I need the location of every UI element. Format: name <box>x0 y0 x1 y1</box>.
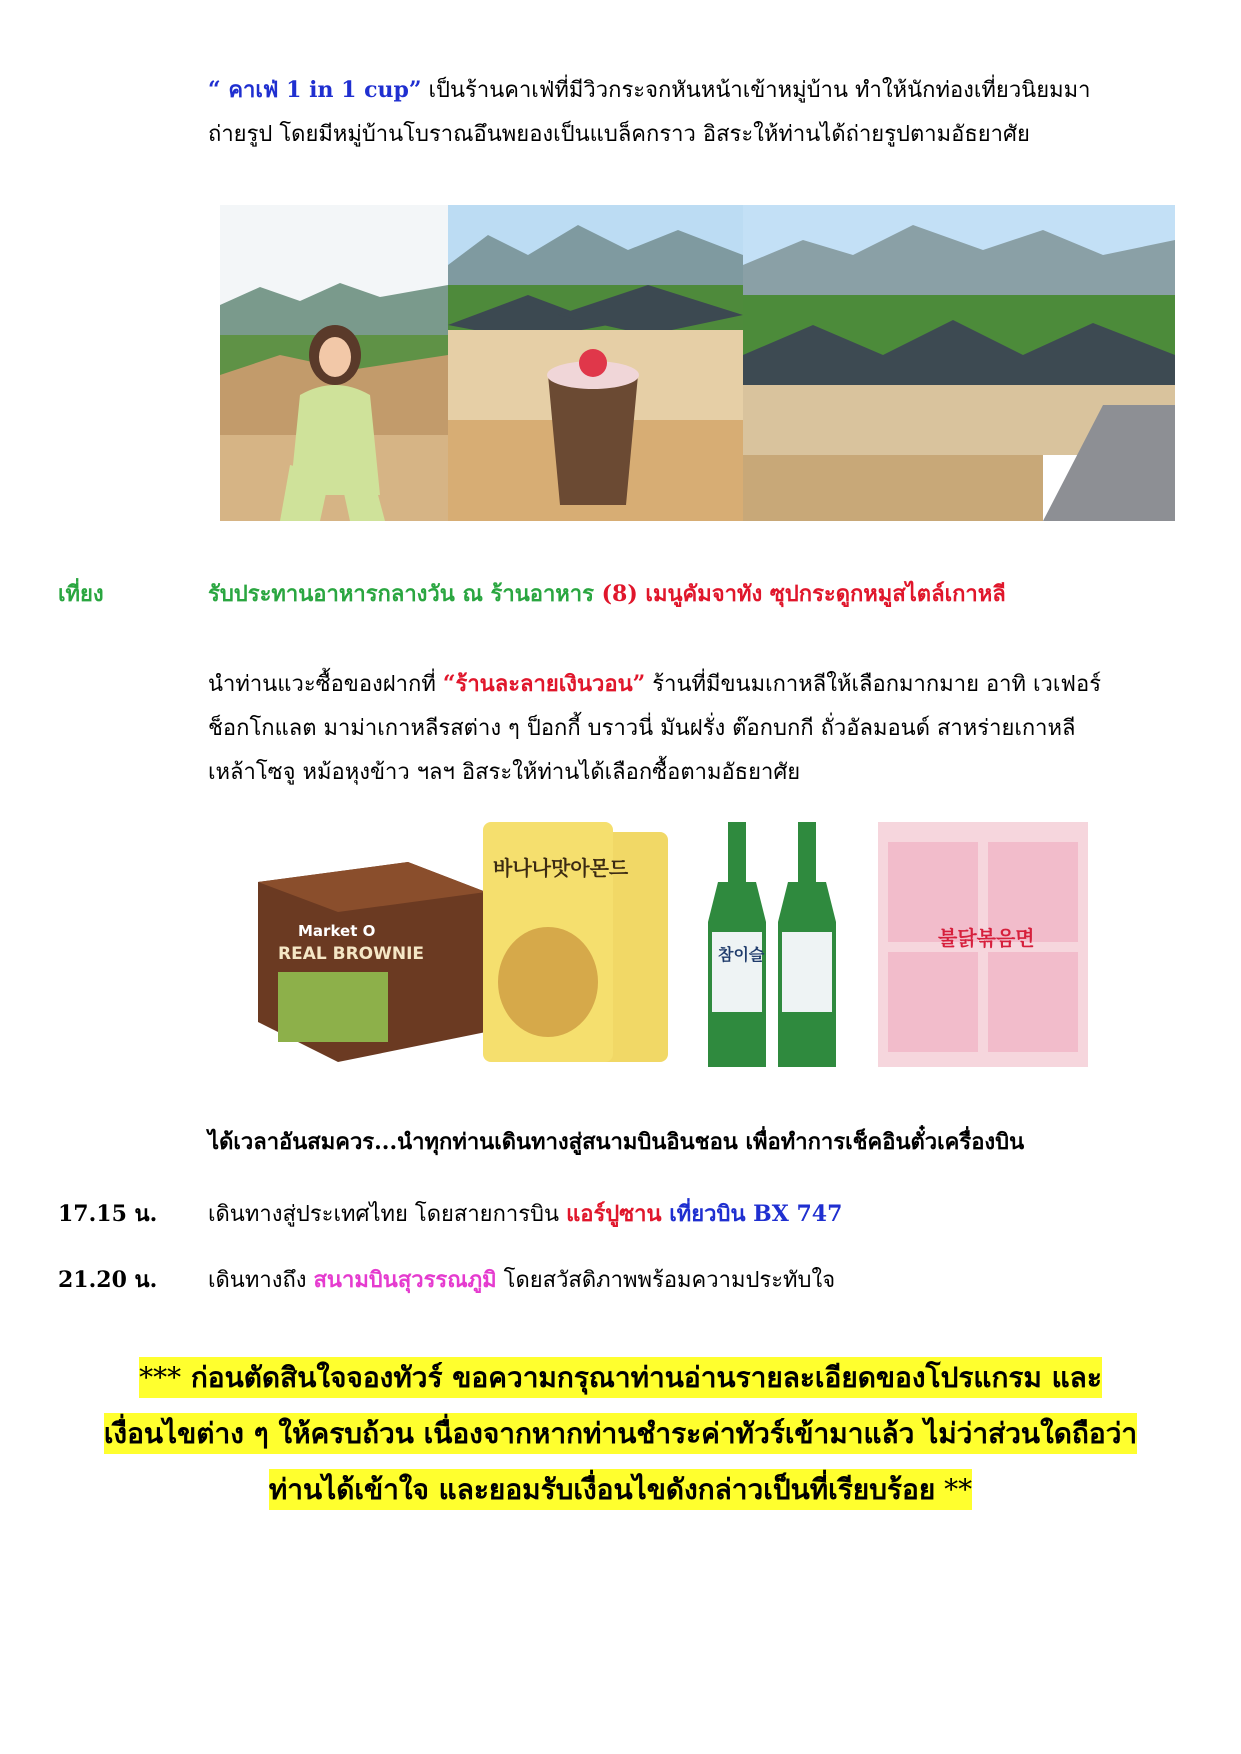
booking-notice <box>0 1350 1241 1518</box>
brownie-box <box>258 822 486 1067</box>
soju-bottles <box>708 822 848 1067</box>
shop-line2: ช็อกโกแลต มาม่าเกาหลีรสต่าง ๆ ป็อกกี้ บราวนี่ มันฝรั่ง ต๊อกบกกี ถั่วอัลมอนด์ สาหร่ายเกาหลี <box>208 716 1076 741</box>
shop-name: “ร้านละลายเงินวอน” <box>442 671 646 697</box>
schedule-text-1: เดินทางสู่ประเทศไทย โดยสายการบิน <box>208 1202 567 1227</box>
notice-line1: *** ก่อนตัดสินใจจองทัวร์ ขอความกรุณาท่านอ่านรายละเอียดของโปรแกรม และ <box>139 1357 1102 1398</box>
cafe-photo-village <box>743 205 1175 521</box>
notice-line3: ท่านได้เข้าใจ และยอมรับเงื่อนไขดังกล่าวเป็นที่เรียบร้อย ** <box>269 1469 972 1510</box>
lunch-label: เที่ยง <box>58 581 104 607</box>
airline-name: แอร์ปูซาน <box>566 1201 662 1227</box>
schedule-time-1: 17.15 น. <box>58 1201 158 1227</box>
lunch-row <box>208 576 1006 611</box>
notice-stars-start: *** <box>139 1361 182 1394</box>
almond-label: 바나나맛아몬드 <box>493 856 629 880</box>
schedule-text-2: เดินทางถึง <box>208 1268 314 1293</box>
schedule-rest-2: โดยสวัสดิภาพพร้อมความประทับใจ <box>496 1268 836 1293</box>
schedule-time-2: 21.20 น. <box>58 1267 158 1293</box>
cafe-description <box>208 68 1188 157</box>
flight-number: เที่ยวบิน BX 747 <box>661 1201 843 1227</box>
brownie-brand: Market O <box>298 922 376 940</box>
cafe-line2: ถ่ายรูป โดยมีหมู่บ้านโบราณอึนพยองเป็นแบล็คกราว อิสระให้ท่านได้ถ่ายรูปตามอัธยาศัย <box>208 122 1030 147</box>
cafe-line1: เป็นร้านคาเฟ่ที่มีวิวกระจกหันหน้าเข้าหมู่บ้าน ทำให้นักท่องเที่ยวนิยมมา <box>421 78 1091 103</box>
schedule-row-2 <box>208 1262 835 1297</box>
notice-stars-end: ** <box>935 1473 973 1506</box>
cafe-photo-row <box>220 205 1175 521</box>
cafe-name: “ คาเฟ่ 1 in 1 cup” <box>208 77 422 103</box>
schedule-row-1 <box>208 1196 842 1231</box>
cafe-photo-drink <box>448 205 743 521</box>
ramen-packs <box>878 822 1088 1067</box>
shop-line3: เหล้าโซจู หม้อหุงข้าว ฯลฯ อิสระให้ท่านได้เลือกซื้อตามอัธยาศัย <box>208 760 801 785</box>
shop-line1-rest: ร้านที่มีขนมเกาหลีให้เลือกมากมาย อาทิ เวเฟอร์ <box>645 672 1102 697</box>
souvenir-products-image <box>258 822 1090 1067</box>
shop-description <box>208 662 1188 795</box>
brownie-title: REAL BROWNIE <box>278 944 425 964</box>
notice-line2: เงื่อนไขต่าง ๆ ให้ครบถ้วน เนื่องจากหากท่านชำระค่าทัวร์เข้ามาแล้ว ไม่ว่าส่วนใดถือว่า <box>104 1413 1137 1454</box>
airport-name: สนามบินสุวรรณภูมิ <box>313 1267 497 1293</box>
airport-transfer: ได้เวลาอันสมควร...นำทุกท่านเดินทางสู่สนามบินอินชอน เพื่อทำการเช็คอินตั๋วเครื่องบิน <box>208 1129 1025 1155</box>
ramen-label: 불닭볶음면 <box>938 926 1035 950</box>
lunch-menu: (8) เมนูคัมจาทัง ซุปกระดูกหมูสไตล์เกาหลี <box>601 581 1006 607</box>
almond-packs <box>483 822 673 1067</box>
soju-label: 참이슬 <box>718 945 765 964</box>
lunch-text: รับประทานอาหารกลางวัน ณ ร้านอาหาร <box>208 581 602 607</box>
shop-prefix: นำท่านแวะซื้อของฝากที่ <box>208 672 443 697</box>
cafe-photo-woman <box>220 205 448 521</box>
